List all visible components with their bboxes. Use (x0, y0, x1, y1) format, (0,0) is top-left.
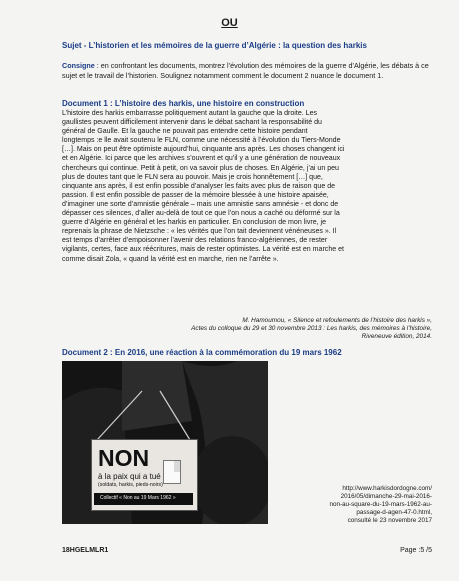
source-line: Actes du colloque du 29 et 30 novembre 2013 : Les harkis, des mémoires à l’histoire, (191, 325, 432, 332)
document1-line: longtemps :e lle avait soutenu le FLN, comme une nécessité à l’évolution du Tiers-Monde (62, 137, 341, 145)
document1-line: gaullistes peuvent difficilement intervenir dans le débat sachant la responsabilité du (62, 119, 322, 127)
source-line: Riveneuve édition, 2014. (361, 333, 432, 340)
document1-line: cinquante ans après, il est enfin possible d’analyser les faits avec plus de raison que de (62, 182, 336, 190)
document1-line: général de Gaulle. Et la gauche ne pouvait pas entendre cette histoire pendant (62, 128, 308, 136)
sign-line2: (soldats, harkis, pieds-noirs) (98, 482, 163, 488)
url-line: non-au-square-du-19-mars-1962-au- (329, 501, 432, 509)
url-line: 2016/05/dimanche-29-mai-2016- (340, 493, 432, 501)
document1-line: reprenais la phrase de Nietzsche : « les vérités que l’on tait deviennent vénéneuses ». Il (62, 228, 337, 236)
footer-code: 18HGELMLR1 (62, 547, 109, 554)
consigne-label: Consigne (62, 61, 95, 70)
document2-source-url (272, 485, 432, 525)
sign-band (94, 493, 193, 505)
document1-line: guerre d’Algérie en général et les harkis en particulier. En conclusion de mon livre, je (62, 219, 327, 227)
consigne-text: : en confrontant les documents, montrez l’évolution des mémoires de la guerre d’Algérie, les débats à ce sujet et le travail de l’historien. Soulignez notamment comment le document 2 nuance le document 1. (62, 61, 429, 80)
protest-sign (91, 439, 198, 511)
source-line: M. Hamoumou, « Silence et refoulements de l’histoire des harkis », (242, 317, 432, 324)
url-line: passage-d-agen-47-0.html, (356, 509, 432, 517)
document2-title: Document 2 : En 2016, une réaction à la commémoration du 19 mars 1962 (62, 348, 342, 357)
subject-heading: Sujet - L’historien et les mémoires de la guerre d’Algérie : la question des harkis (62, 41, 367, 50)
page-title: OU (221, 17, 238, 29)
document1-line: d’imaginer une sorte d’amnistie générale – mais une amnistie sans amnésie - et donc de (62, 200, 339, 208)
document1-line: chercheurs qui continue. Petit à petit, on va savoir plus de choses. En Algérie, j’ai un peu (62, 164, 339, 172)
sign-line1: à la paix qui a tué (98, 472, 161, 481)
sign-band-text: Collectif « Non au 19 Mars 1962 » (100, 495, 176, 501)
document1-line: L’histoire des harkis embarrasse politiquement autant la gauche que la droite. Les (62, 110, 318, 117)
document1-source (102, 317, 432, 341)
document1-line: […]. Mais on peut être optimiste aujourd’hui, cinquante ans après. Les choses changent ici (62, 146, 345, 154)
document1-text (62, 109, 434, 264)
document1-line: et en Algérie. Ici parce que les archives s’ouvrent et qu’il y a une génération de nouveaux (62, 155, 341, 163)
document1-line: dépasser ces silences, d’aller au-delà de tout ce que l’on nous a caché ou déformé sur la (62, 210, 340, 218)
document1-title: Document 1 : L’histoire des harkis, une histoire en construction (62, 99, 305, 108)
document1-line: est temps d’arrêter d’empoisonner l’avenir des relations franco-algériennes, de rester (62, 237, 328, 245)
document1-line: vigilants, certes, face aux réécritures, mais de rester optimistes. La vérité est en marche et (62, 246, 344, 254)
document1-line: passion. Il est enfin possible de passer de la mémoire blessée à une histoire apaisée, (62, 191, 329, 199)
document1-line: comme disait Zola, « quand la vérité est en marche, rien ne l’arrête ». (62, 255, 279, 263)
url-line: http://www.harkisdordogne.com/ (342, 485, 432, 492)
url-line: consulté le 23 novembre 2017 (347, 517, 432, 525)
footer-page-number: Page :5 /5 (400, 547, 432, 554)
flag-icon (163, 460, 181, 484)
sign-non-text: NON (98, 445, 150, 471)
protest-photo (62, 361, 268, 524)
document1-line: plus de doutes tant que le FLN sera au pouvoir. Mais je crois honnêtement […] que, (62, 173, 323, 181)
consigne-paragraph (62, 61, 432, 80)
